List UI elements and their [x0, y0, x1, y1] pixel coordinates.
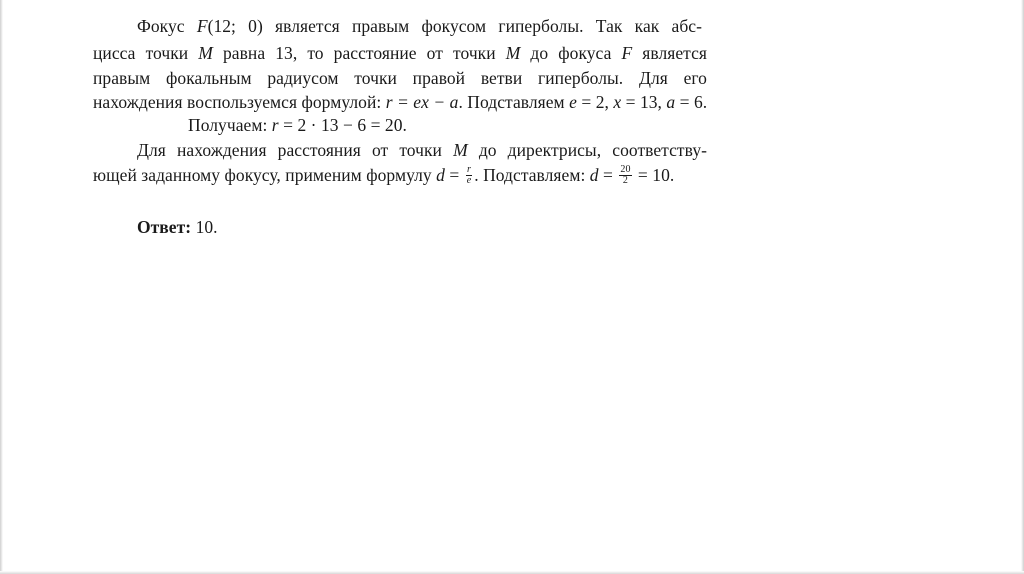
fraction-denominator: e	[466, 175, 472, 187]
text-segment: (12; 0) является правым фокусом гиперболы. Так как абс-	[207, 16, 702, 36]
text-segment: цисса точки	[93, 43, 199, 63]
text-segment: = 2,	[576, 92, 614, 112]
text-segment: равна 13, то расстояние от точки	[212, 43, 506, 63]
paragraph-1-line-1	[137, 15, 702, 37]
result-line	[188, 114, 407, 136]
text-segment: Фокус	[137, 16, 197, 36]
text-segment: =	[444, 165, 464, 185]
paragraph-1-line-4	[93, 91, 707, 113]
text-segment: Получаем:	[188, 115, 272, 135]
text-segment: ющей заданному фокусу, применим формулу	[93, 165, 437, 185]
math-variable-M: M	[505, 43, 521, 63]
text-segment: . Подставляем:	[474, 165, 590, 185]
text-segment: = 10.	[633, 165, 675, 185]
text-segment: нахождения воспользуемся формулой:	[93, 92, 386, 112]
math-variable-M: M	[198, 43, 213, 63]
fraction-r-over-e	[466, 165, 473, 186]
paragraph-1-line-3: правым фокальным радиусом точки правой ветви гиперболы. Для его	[93, 68, 707, 88]
math-formula-r: r = ex − a	[385, 92, 459, 112]
answer-line	[137, 216, 218, 238]
math-variable-d: d	[436, 165, 445, 185]
text-segment: = 6.	[675, 92, 708, 112]
text-segment: . Подставляем	[458, 92, 570, 112]
math-expression: = 2 · 13 − 6 = 20.	[278, 115, 407, 135]
math-variable-r: r	[271, 115, 279, 135]
fraction-denominator: 2	[622, 175, 628, 187]
fraction-20-over-2	[619, 165, 631, 186]
math-variable-M: M	[453, 140, 468, 160]
text-segment: до директрисы, соответству-	[467, 140, 707, 160]
math-variable-F: F	[621, 43, 633, 63]
paragraph-2-line-2	[93, 164, 674, 187]
text-segment: Для нахождения расстояния от точки	[137, 140, 454, 160]
text-segment: до фокуса	[520, 43, 622, 63]
fraction-numerator: 20	[620, 164, 631, 176]
fraction-numerator: r	[466, 164, 471, 176]
math-variable-e: e	[569, 92, 577, 112]
paragraph-1-line-2	[93, 42, 707, 64]
text-segment: = 13,	[621, 92, 667, 112]
math-variable-a: a	[666, 92, 676, 112]
text-segment: является	[632, 43, 708, 63]
math-variable-x: x	[613, 92, 622, 112]
math-variable-d: d	[589, 165, 599, 185]
answer-label: Ответ:	[137, 217, 192, 237]
answer-value: 10.	[191, 217, 218, 237]
paragraph-2-line-1	[137, 139, 707, 161]
math-variable-F: F	[196, 16, 208, 36]
text-segment: =	[598, 165, 618, 185]
